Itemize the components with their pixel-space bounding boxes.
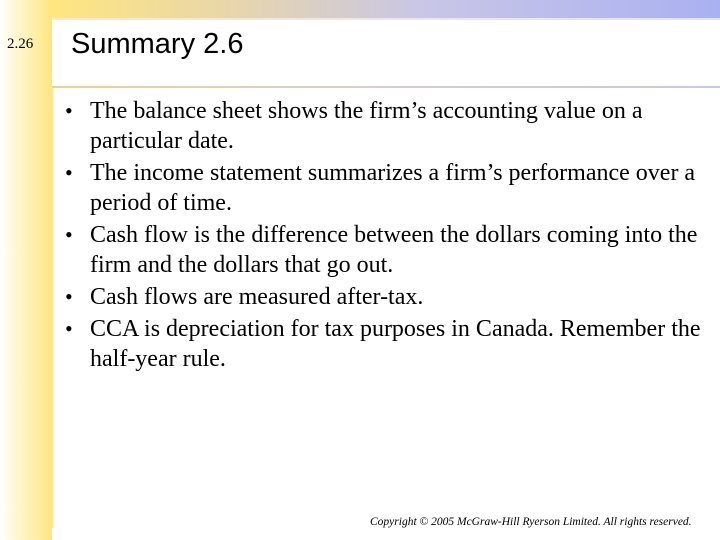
- top-gradient-bar: [52, 0, 720, 18]
- bullet-item: [62, 96, 702, 156]
- left-decorative-band: [0, 0, 52, 540]
- bullet-item: [62, 220, 702, 280]
- bullet-text: The balance sheet shows the firm’s accounting value on a particular date.: [90, 98, 643, 154]
- bullet-text: Cash flows are measured after-tax.: [90, 284, 424, 310]
- bullet-list: [62, 96, 702, 376]
- top-bar-edge: [52, 18, 720, 20]
- bullet-item: [62, 314, 702, 374]
- copyright-notice: Copyright © 2005 McGraw-Hill Ryerson Limited. All rights reserved.: [370, 516, 692, 528]
- bullet-icon: •: [65, 98, 73, 123]
- bullet-text: CCA is depreciation for tax purposes in Canada. Remember the half-year rule.: [90, 316, 701, 372]
- bullet-item: [62, 158, 702, 218]
- slide-title: Summary 2.6: [71, 28, 244, 60]
- bullet-icon: •: [65, 160, 73, 185]
- bullet-text: Cash flow is the difference between the dollars coming into the firm and the dollars that go out.: [90, 222, 698, 278]
- left-band-shadow: [52, 88, 55, 528]
- bullet-text: The income statement summarizes a firm’s performance over a period of time.: [90, 160, 696, 216]
- bullet-icon: •: [65, 284, 73, 309]
- bullet-icon: •: [65, 316, 73, 341]
- slide-number: 2.26: [7, 36, 34, 52]
- bullet-item: [62, 282, 702, 312]
- title-divider: [52, 86, 720, 88]
- bullet-icon: •: [65, 222, 73, 247]
